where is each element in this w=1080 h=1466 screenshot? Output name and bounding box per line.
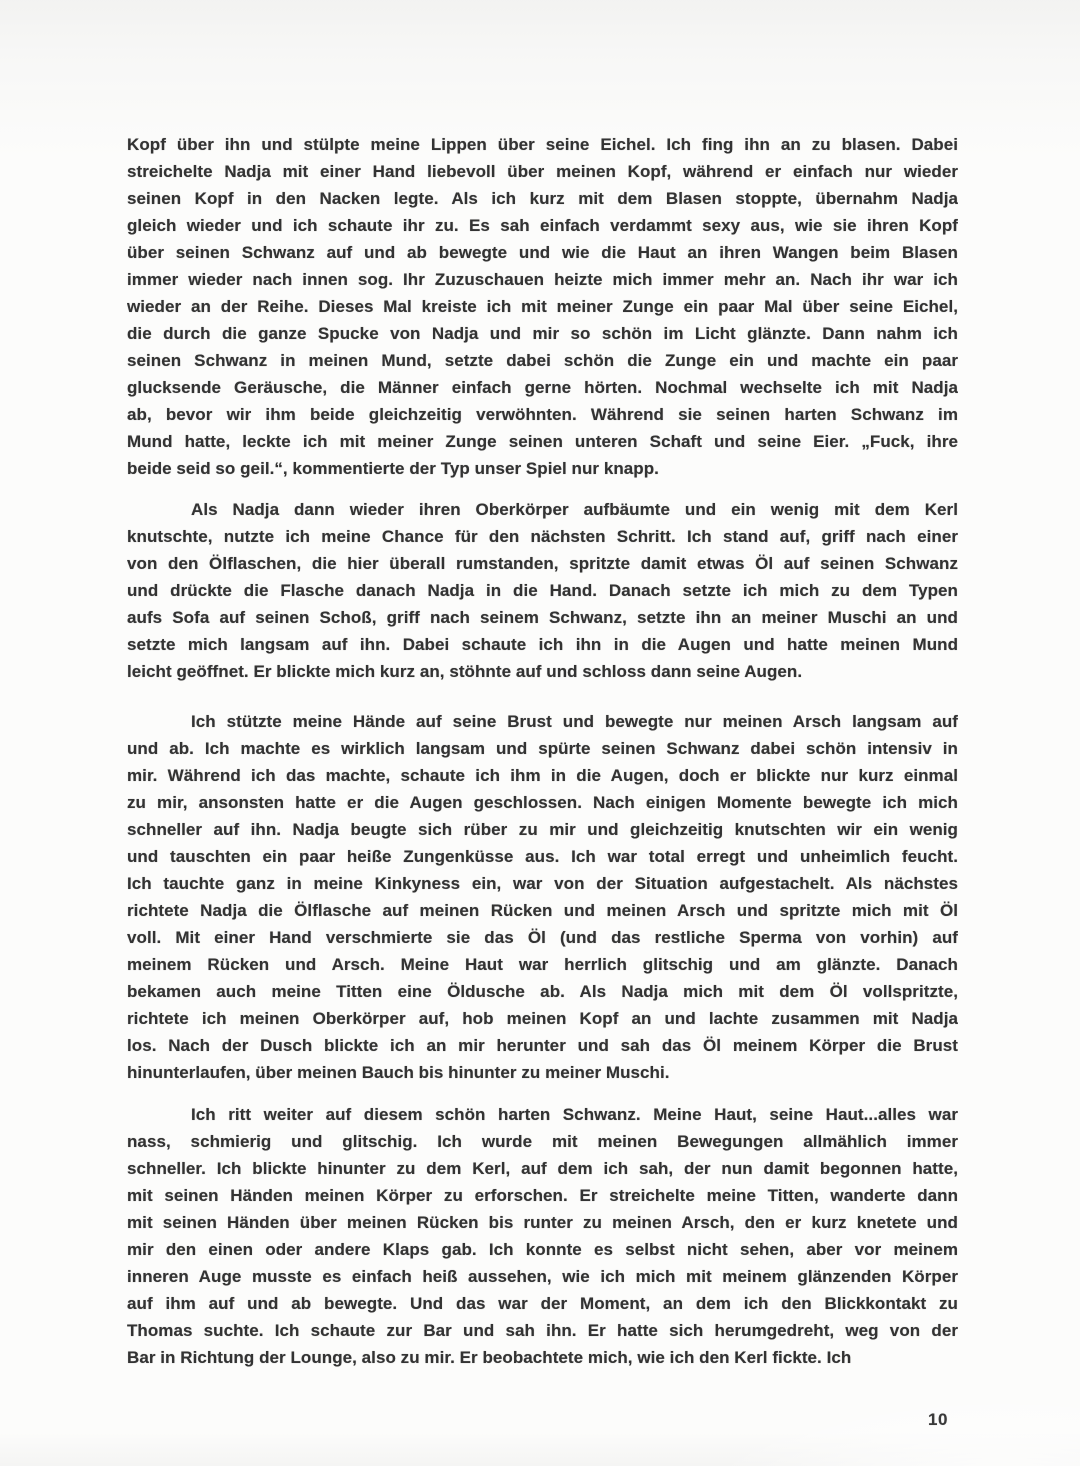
text-line: leicht geöffnet. Er blickte mich kurz an, stöhnte auf und schloss dann seine Augen. <box>127 662 803 681</box>
text-line: immer wieder nach innen sog. Ihr Zuzuschauen heizte mich immer mehr an. Nach ihr war ich <box>127 270 958 289</box>
text-line: knutschte, nutzte ich meine Chance für den nächsten Schritt. Ich stand auf, griff nach einer <box>127 527 958 546</box>
text-line: voll. Mit einer Hand verschmierte sie das Öl (und das restliche Sperma von vorhin) auf <box>127 928 958 947</box>
text-line: zu mir, ansonsten hatte er die Augen geschlossen. Nach einigen Momente bewegte ich mich <box>127 793 958 812</box>
text-line: ab, bevor wir ihm beide gleichzeitig verwöhnten. Während sie seinen harten Schwanz im <box>127 405 958 424</box>
text-line: mit seinen Händen über meinen Rücken bis runter zu meinen Arsch, den er kurz knetete und <box>127 1213 958 1232</box>
text-line: richtete Nadja die Ölflasche auf meinen Rücken und meinen Arsch und spritzte mich mit Öl <box>127 901 958 920</box>
text-line: Mund hatte, leckte ich mit meiner Zunge seinen unteren Schaft und seine Eier. „Fuck, ihre <box>127 432 958 451</box>
paragraph <box>127 131 958 482</box>
text-line: bekamen auch meine Titten eine Öldusche ab. Als Nadja mich mit dem Öl vollspritzte, <box>127 982 958 1001</box>
text-line: Kopf über ihn und stülpte meine Lippen über seine Eichel. Ich fing ihn an zu blasen. Dabei <box>127 135 958 154</box>
page-number: 10 <box>928 1410 948 1429</box>
paragraph <box>127 1101 958 1371</box>
text-line: seinen Kopf in den Nacken legte. Als ich kurz mit dem Blasen stoppte, übernahm Nadja <box>127 189 958 208</box>
text-line: schneller. Ich blickte hinunter zu dem Kerl, auf dem ich sah, der nun damit begonnen hatte, <box>127 1159 958 1178</box>
page-text <box>127 131 958 1371</box>
text-line: wieder an der Reihe. Dieses Mal kreiste ich mit meiner Zunge ein paar Mal über seine Eichel, <box>127 297 958 316</box>
text-line: von den Ölflaschen, die hier überall rumstanden, spritzte damit etwas Öl auf seinen Schwanz <box>127 554 958 573</box>
text-line: die durch die ganze Spucke von Nadja und mir so schön im Licht glänzte. Dann nahm ich <box>127 324 958 343</box>
text-line: seinen Schwanz in meinen Mund, setzte dabei schön die Zunge ein und machte ein paar <box>127 351 958 370</box>
text-line: auf ihm auf und ab bewegte. Und das war der Moment, an dem ich den Blickkontakt zu <box>127 1294 958 1313</box>
text-line: hinunterlaufen, über meinen Bauch bis hinunter zu meiner Muschi. <box>127 1063 670 1082</box>
text-line: beide seid so geil.“, kommentierte der Typ unser Spiel nur knapp. <box>127 459 659 478</box>
paragraph <box>127 708 958 1086</box>
text-line: richtete ich meinen Oberkörper auf, hob meinen Kopf an und lachte zusammen mit Nadja <box>127 1009 958 1028</box>
text-line: Ich tauchte ganz in meine Kinkyness ein, war von der Situation aufgestachelt. Als nächstes <box>127 874 958 893</box>
text-line: aufs Sofa auf seinen Schoß, griff nach seinem Schwanz, setzte ihn an meiner Muschi an und <box>127 608 958 627</box>
text-line: nass, schmierig und glitschig. Ich wurde mit meinen Bewegungen allmählich immer <box>127 1132 958 1151</box>
text-line: inneren Auge musste es einfach heiß aussehen, wie ich mich mit meinem glänzenden Körper <box>127 1267 958 1286</box>
paragraph <box>127 496 958 685</box>
text-line: streichelte Nadja mit einer Hand liebevoll über meinen Kopf, während er einfach nur wieder <box>127 162 958 181</box>
text-line: Thomas suchte. Ich schaute zur Bar und sah ihn. Er hatte sich herumgedreht, weg von der <box>127 1321 958 1340</box>
text-line: und ab. Ich machte es wirklich langsam und spürte seinen Schwanz dabei schön intensiv in <box>127 739 958 758</box>
text-line: Ich ritt weiter auf diesem schön harten Schwanz. Meine Haut, seine Haut...alles war <box>191 1105 958 1124</box>
text-line: und drückte die Flasche danach Nadja in die Hand. Danach setzte ich mich zu dem Typen <box>127 581 958 600</box>
text-line: Ich stützte meine Hände auf seine Brust und bewegte nur meinen Arsch langsam auf <box>191 712 958 731</box>
text-line: Als Nadja dann wieder ihren Oberkörper aufbäumte und ein wenig mit dem Kerl <box>191 500 958 519</box>
text-line: Bar in Richtung der Lounge, also zu mir. Er beobachtete mich, wie ich den Kerl fickte. Ich <box>127 1348 852 1367</box>
text-line: meinem Rücken und Arsch. Meine Haut war herrlich glitschig und am glänzte. Danach <box>127 955 958 974</box>
text-line: glucksende Geräusche, die Männer einfach gerne hörten. Nochmal wechselte ich mit Nadja <box>127 378 958 397</box>
text-line: los. Nach der Dusch blickte ich an mir herunter und sah das Öl meinem Körper die Brust <box>127 1036 958 1055</box>
text-line: schneller auf ihn. Nadja beugte sich rüber zu mir und gleichzeitig knutschten wir ein wenig <box>127 820 958 839</box>
text-line: setzte mich langsam auf ihn. Dabei schaute ich ihn in die Augen und hatte meinen Mund <box>127 635 958 654</box>
text-line: mir den einen oder andere Klaps gab. Ich konnte es selbst nicht sehen, aber vor meinem <box>127 1240 958 1259</box>
text-line: über seinen Schwanz auf und ab bewegte und wie die Haut an ihren Wangen beim Blasen <box>127 243 958 262</box>
text-line: gleich wieder und ich schaute ihr zu. Es sah einfach verdammt sexy aus, wie sie ihren Kopf <box>127 216 958 235</box>
text-line: mit seinen Händen meinen Körper zu erforschen. Er streichelte meine Titten, wanderte dann <box>127 1186 958 1205</box>
text-line: mir. Während ich das machte, schaute ich ihm in die Augen, doch er blickte nur kurz einmal <box>127 766 958 785</box>
text-line: und tauschten ein paar heiße Zungenküsse aus. Ich war total erregt und unheimlich feucht. <box>127 847 958 866</box>
